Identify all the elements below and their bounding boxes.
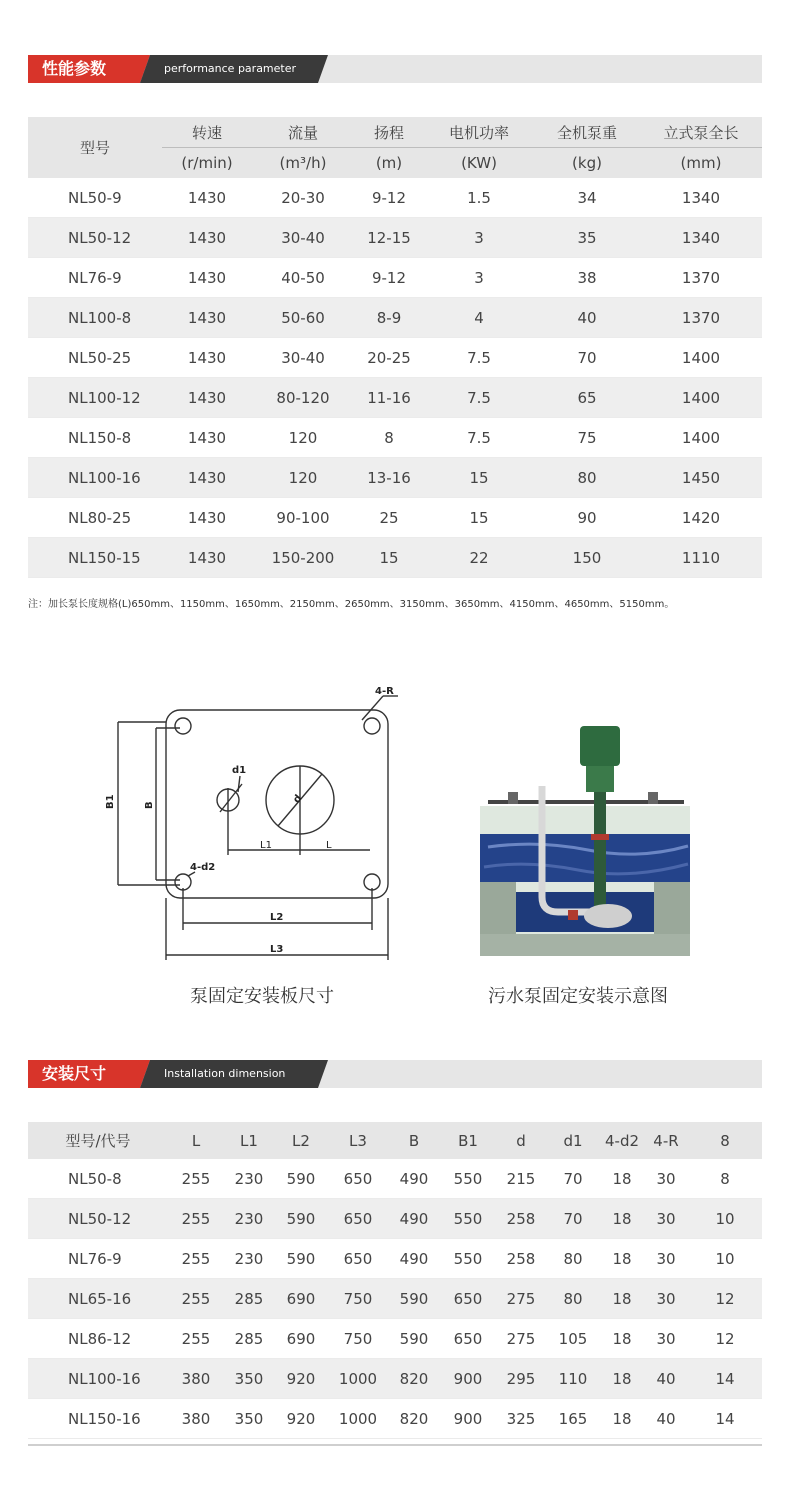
- unit-weight: (kg): [534, 148, 640, 179]
- table-cell: 1430: [162, 178, 252, 218]
- table-cell: 15: [354, 538, 424, 578]
- table-cell: 30: [644, 1319, 688, 1359]
- table-cell: 105: [546, 1319, 600, 1359]
- table-row: [28, 458, 762, 498]
- table-cell: 350: [224, 1399, 274, 1439]
- header-head: 扬程: [354, 117, 424, 148]
- table-cell: 40: [644, 1399, 688, 1439]
- table-cell: 750: [328, 1319, 388, 1359]
- water-surface: [480, 834, 690, 882]
- table-cell: NL100-16: [28, 458, 162, 498]
- table-cell: 30: [644, 1159, 688, 1199]
- installation-table: [28, 1122, 762, 1439]
- table-cell: 80: [534, 458, 640, 498]
- table-cell: 350: [224, 1359, 274, 1399]
- column-header: d1: [546, 1122, 600, 1159]
- label-l1: L1: [260, 840, 272, 851]
- table-cell: 650: [328, 1199, 388, 1239]
- table-cell: 1430: [162, 338, 252, 378]
- header-length: 立式泵全长: [640, 117, 762, 148]
- table-cell: 900: [440, 1359, 496, 1399]
- column-header: 型号/代号: [28, 1122, 168, 1159]
- unit-length: (mm): [640, 148, 762, 179]
- table-cell: NL50-8: [28, 1159, 168, 1199]
- table-cell: 258: [496, 1199, 546, 1239]
- table-cell: 80-120: [252, 378, 354, 418]
- table-cell: 1430: [162, 298, 252, 338]
- label-l: L: [326, 840, 332, 851]
- table-cell: 12: [688, 1319, 762, 1359]
- table-cell: 1450: [640, 458, 762, 498]
- table-cell: 7.5: [424, 418, 534, 458]
- table-cell: 13-16: [354, 458, 424, 498]
- label-d1: d1: [232, 765, 247, 776]
- table-cell: 1110: [640, 538, 762, 578]
- table-cell: 165: [546, 1399, 600, 1439]
- table-cell: 40-50: [252, 258, 354, 298]
- table-row: [28, 1239, 762, 1279]
- table-cell: 12-15: [354, 218, 424, 258]
- table-cell: 590: [274, 1159, 328, 1199]
- table-row: [28, 1399, 762, 1439]
- table-cell: 18: [600, 1199, 644, 1239]
- table-row: [28, 538, 762, 578]
- table-cell: NL50-12: [28, 218, 162, 258]
- table-cell: 20-30: [252, 178, 354, 218]
- column-header: L2: [274, 1122, 328, 1159]
- header-power: 电机功率: [424, 117, 534, 148]
- pit-floor: [480, 934, 690, 956]
- table-cell: 18: [600, 1319, 644, 1359]
- corner-hole-tr: [364, 718, 380, 734]
- table-cell: 9-12: [354, 178, 424, 218]
- table-cell: NL150-15: [28, 538, 162, 578]
- table-cell: 150: [534, 538, 640, 578]
- table-cell: 1340: [640, 178, 762, 218]
- table-cell: 80: [546, 1279, 600, 1319]
- table-cell: 70: [534, 338, 640, 378]
- table-cell: NL100-16: [28, 1359, 168, 1399]
- table-cell: 650: [440, 1319, 496, 1359]
- column-header: 4-d2: [600, 1122, 644, 1159]
- table-cell: 30-40: [252, 338, 354, 378]
- table-cell: NL86-12: [28, 1319, 168, 1359]
- table-cell: 1370: [640, 298, 762, 338]
- table-cell: 590: [274, 1199, 328, 1239]
- table-cell: NL100-12: [28, 378, 162, 418]
- table-cell: 1400: [640, 418, 762, 458]
- table-cell: 65: [534, 378, 640, 418]
- table-cell: 920: [274, 1359, 328, 1399]
- installation-title-en: Installation dimension: [150, 1060, 318, 1088]
- pump-shaft: [594, 792, 606, 912]
- table-cell: 8: [688, 1159, 762, 1199]
- column-header: d: [496, 1122, 546, 1159]
- table-row: [28, 1199, 762, 1239]
- table-cell: 750: [328, 1279, 388, 1319]
- table-cell: 1430: [162, 498, 252, 538]
- unit-speed: (r/min): [162, 148, 252, 179]
- mounting-plate-diagram: [100, 680, 400, 965]
- label-b: B: [144, 801, 155, 809]
- table-cell: 30: [644, 1279, 688, 1319]
- table-cell: 30-40: [252, 218, 354, 258]
- header-speed: 转速: [162, 117, 252, 148]
- table-cell: 22: [424, 538, 534, 578]
- column-header: B: [388, 1122, 440, 1159]
- performance-title-en: performance parameter: [150, 55, 318, 83]
- table-cell: 7.5: [424, 338, 534, 378]
- table-cell: 1430: [162, 418, 252, 458]
- table-cell: 690: [274, 1279, 328, 1319]
- table-cell: 230: [224, 1159, 274, 1199]
- label-b1: B1: [105, 794, 116, 809]
- table-cell: NL50-25: [28, 338, 162, 378]
- table-cell: 90: [534, 498, 640, 538]
- table-cell: 255: [168, 1319, 224, 1359]
- table-row: [28, 218, 762, 258]
- table-cell: 18: [600, 1399, 644, 1439]
- table-cell: 258: [496, 1239, 546, 1279]
- installation-title-cn: 安装尺寸: [28, 1060, 140, 1088]
- table-cell: 550: [440, 1199, 496, 1239]
- table-cell: 380: [168, 1359, 224, 1399]
- column-header: L: [168, 1122, 224, 1159]
- unit-head: (m): [354, 148, 424, 179]
- performance-title-cn: 性能参数: [28, 55, 140, 83]
- table-cell: 1430: [162, 378, 252, 418]
- table-cell: 1430: [162, 218, 252, 258]
- header-model: 型号: [28, 117, 162, 178]
- table-cell: 18: [600, 1239, 644, 1279]
- table-cell: 38: [534, 258, 640, 298]
- table-cell: NL76-9: [28, 258, 162, 298]
- table-cell: 275: [496, 1319, 546, 1359]
- table-cell: 25: [354, 498, 424, 538]
- table-cell: 490: [388, 1199, 440, 1239]
- table-cell: 920: [274, 1399, 328, 1439]
- table-cell: 34: [534, 178, 640, 218]
- table-row: [28, 418, 762, 458]
- table-cell: 9-12: [354, 258, 424, 298]
- pump-installation-illustration: [478, 722, 694, 958]
- table-cell: 590: [388, 1319, 440, 1359]
- corner-hole-br: [364, 874, 380, 890]
- table-cell: 215: [496, 1159, 546, 1199]
- table-cell: 18: [600, 1359, 644, 1399]
- table-cell: NL65-16: [28, 1279, 168, 1319]
- table-cell: 285: [224, 1319, 274, 1359]
- table-cell: 120: [252, 458, 354, 498]
- table-cell: 30: [644, 1239, 688, 1279]
- table-cell: 10: [688, 1239, 762, 1279]
- table-cell: NL50-12: [28, 1199, 168, 1239]
- table-cell: 40: [644, 1359, 688, 1399]
- table-cell: 650: [328, 1159, 388, 1199]
- table-cell: 650: [328, 1239, 388, 1279]
- table-cell: 255: [168, 1279, 224, 1319]
- table-cell: 70: [546, 1159, 600, 1199]
- performance-table: [28, 117, 762, 578]
- table-cell: 7.5: [424, 378, 534, 418]
- table-cell: 1340: [640, 218, 762, 258]
- table-cell: 14: [688, 1359, 762, 1399]
- column-header: B1: [440, 1122, 496, 1159]
- pump-body: [584, 904, 632, 928]
- label-d: d: [291, 792, 305, 806]
- table-cell: 1.5: [424, 178, 534, 218]
- table-cell: 1430: [162, 258, 252, 298]
- table-cell: NL100-8: [28, 298, 162, 338]
- table-cell: 1000: [328, 1359, 388, 1399]
- table-cell: 650: [440, 1279, 496, 1319]
- column-header: 8: [688, 1122, 762, 1159]
- table-cell: 18: [600, 1159, 644, 1199]
- table-cell: 1400: [640, 338, 762, 378]
- label-4r: 4-R: [375, 686, 394, 697]
- table-cell: 590: [274, 1239, 328, 1279]
- table-cell: 820: [388, 1359, 440, 1399]
- header-weight: 全机泵重: [534, 117, 640, 148]
- table-cell: 4: [424, 298, 534, 338]
- table-cell: 490: [388, 1159, 440, 1199]
- table-cell: 50-60: [252, 298, 354, 338]
- table-cell: 1400: [640, 378, 762, 418]
- table-cell: 1430: [162, 538, 252, 578]
- installation-section-bar: [28, 1060, 762, 1088]
- label-4d2: 4-d2: [190, 862, 216, 873]
- table-cell: 12: [688, 1279, 762, 1319]
- unit-power: (KW): [424, 148, 534, 179]
- table-cell: 1430: [162, 458, 252, 498]
- table-cell: 8: [354, 418, 424, 458]
- table-cell: 18: [600, 1279, 644, 1319]
- table-cell: 275: [496, 1279, 546, 1319]
- table-cell: 490: [388, 1239, 440, 1279]
- table-cell: 11-16: [354, 378, 424, 418]
- table-row: [28, 1359, 762, 1399]
- table-cell: 10: [688, 1199, 762, 1239]
- table-cell: 90-100: [252, 498, 354, 538]
- table-cell: 35: [534, 218, 640, 258]
- pump-caption: 污水泵固定安装示意图: [488, 986, 668, 1007]
- table-cell: 70: [546, 1199, 600, 1239]
- length-note: 注：加长泵长度规格(L)650mm、1150mm、1650mm、2150mm、2650mm、3150mm、3650mm、4150mm、4650mm、5150mm。: [28, 599, 675, 610]
- label-l2: L2: [270, 912, 284, 923]
- table-cell: 230: [224, 1199, 274, 1239]
- table-row: [28, 498, 762, 538]
- table-cell: 8-9: [354, 298, 424, 338]
- column-header: L1: [224, 1122, 274, 1159]
- column-header: 4-R: [644, 1122, 688, 1159]
- table-cell: 1370: [640, 258, 762, 298]
- table-cell: 550: [440, 1239, 496, 1279]
- table-cell: 110: [546, 1359, 600, 1399]
- table-cell: 14: [688, 1399, 762, 1439]
- table-cell: 40: [534, 298, 640, 338]
- table-row: [28, 1159, 762, 1199]
- table-cell: 285: [224, 1279, 274, 1319]
- plate-caption: 泵固定安装板尺寸: [190, 986, 334, 1007]
- table-row: [28, 378, 762, 418]
- table-cell: 590: [388, 1279, 440, 1319]
- table-cell: 30: [644, 1199, 688, 1239]
- table-row: [28, 258, 762, 298]
- table-cell: 3: [424, 258, 534, 298]
- table-cell: 255: [168, 1199, 224, 1239]
- corner-hole-tl: [175, 718, 191, 734]
- table-cell: NL80-25: [28, 498, 162, 538]
- table-cell: 380: [168, 1399, 224, 1439]
- header-flow: 流量: [252, 117, 354, 148]
- table-cell: NL50-9: [28, 178, 162, 218]
- label-l3: L3: [270, 944, 284, 955]
- table-cell: 80: [546, 1239, 600, 1279]
- table-cell: 550: [440, 1159, 496, 1199]
- table-row: [28, 1279, 762, 1319]
- table-cell: 255: [168, 1239, 224, 1279]
- table-cell: 230: [224, 1239, 274, 1279]
- table-row: [28, 178, 762, 218]
- table-row: [28, 338, 762, 378]
- column-header: L3: [328, 1122, 388, 1159]
- table-cell: 20-25: [354, 338, 424, 378]
- table-cell: NL76-9: [28, 1239, 168, 1279]
- table-cell: NL150-16: [28, 1399, 168, 1439]
- table-cell: 120: [252, 418, 354, 458]
- table-cell: 325: [496, 1399, 546, 1439]
- table-cell: 1000: [328, 1399, 388, 1439]
- table-cell: 75: [534, 418, 640, 458]
- table-cell: 900: [440, 1399, 496, 1439]
- performance-section-bar: [28, 55, 762, 83]
- table-cell: 690: [274, 1319, 328, 1359]
- table-cell: 255: [168, 1159, 224, 1199]
- table-cell: 820: [388, 1399, 440, 1439]
- table-row: [28, 298, 762, 338]
- table-row: [28, 1319, 762, 1359]
- table-cell: 1420: [640, 498, 762, 538]
- bottom-divider: [28, 1444, 762, 1446]
- table-cell: 3: [424, 218, 534, 258]
- motor: [580, 726, 620, 766]
- table-cell: 150-200: [252, 538, 354, 578]
- table-cell: 295: [496, 1359, 546, 1399]
- table-cell: 15: [424, 458, 534, 498]
- unit-flow: (m³/h): [252, 148, 354, 179]
- table-cell: NL150-8: [28, 418, 162, 458]
- table-cell: 15: [424, 498, 534, 538]
